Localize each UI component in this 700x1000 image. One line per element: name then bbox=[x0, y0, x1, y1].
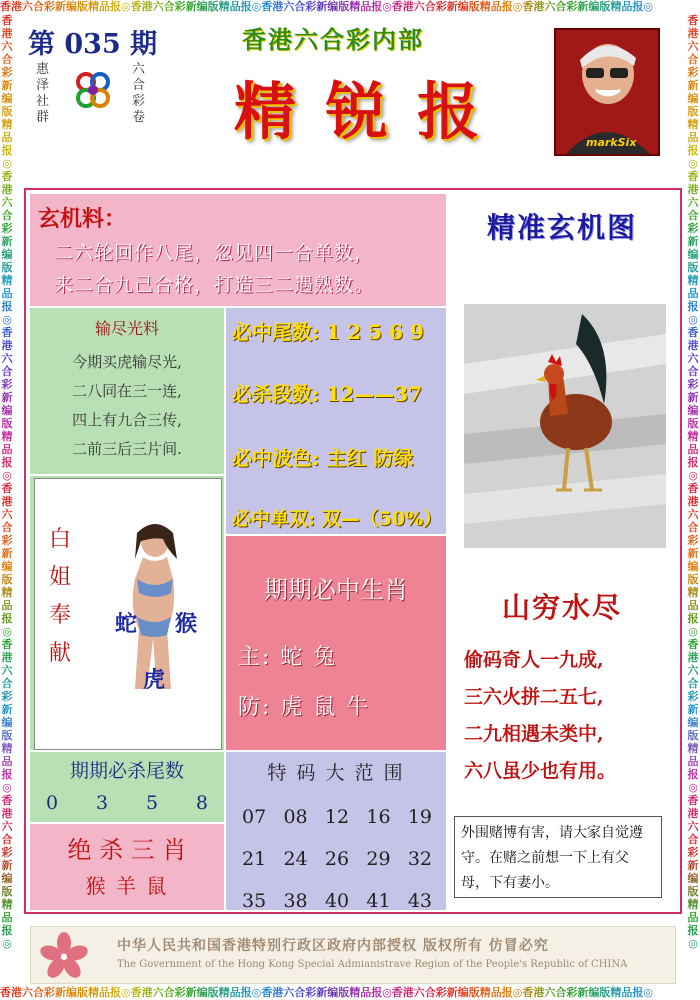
tema-number: 35 bbox=[242, 890, 267, 912]
shengxiao-panel bbox=[226, 536, 446, 750]
tema-number: 41 bbox=[366, 890, 391, 912]
zodiac-2: 猴 bbox=[175, 611, 198, 637]
baijie-char: 白 bbox=[49, 527, 72, 552]
tema-number: 26 bbox=[324, 848, 350, 870]
baijie-panel bbox=[30, 476, 224, 750]
tema-number: 32 bbox=[407, 848, 432, 870]
footer-cn: 中华人民共和国香港特别行政区政府内部授权 版权所有 仿冒必究 bbox=[117, 938, 549, 954]
poem bbox=[464, 642, 674, 790]
xuanji-line-1: 二六轮回作八尾，忽见四一合单数， bbox=[54, 242, 375, 264]
shawei-digit: 0 bbox=[46, 792, 59, 814]
top-border-text: 香港六合彩新编版精品报◎香港六合彩新编版精品报◎香港六合彩新编版精品报◎香港六合彩新编版精品报◎香港六合彩新编版精品报◎ bbox=[0, 0, 700, 14]
shujin-line: 二八同在三一连, bbox=[72, 382, 182, 400]
xuanji-panel bbox=[30, 194, 446, 306]
poem-line: 三六火拼二五七, bbox=[464, 686, 604, 708]
bizhong-bose: 必中波色: 主红 防绿 bbox=[232, 446, 414, 470]
juesha-panel bbox=[30, 824, 224, 910]
shengxiao-fang: 防: 虎 鼠 牛 bbox=[238, 695, 371, 720]
bizhong-danshuang: 必中单双: 双—（50%） bbox=[232, 508, 443, 530]
tema-number: 07 bbox=[242, 806, 267, 828]
footer bbox=[30, 926, 676, 984]
shengxiao-main: 主: 蛇 兔 bbox=[238, 645, 338, 670]
bizhong-panel bbox=[226, 308, 446, 534]
right-border-text: 香港六合彩新编版精品报◎香港六合彩新编版精品报◎香港六合彩新编版精品报◎香港六合彩新编版精品报◎香港六合彩新编版精品报◎香港六合彩新编版精品报◎ bbox=[686, 14, 700, 986]
shujin-title: 输尽光料 bbox=[94, 319, 159, 338]
tema-number: 24 bbox=[283, 848, 308, 870]
baijie-text bbox=[49, 521, 73, 673]
zodiac-1: 蛇 bbox=[115, 611, 138, 637]
bauhinia-icon bbox=[39, 931, 89, 979]
tema-row bbox=[242, 838, 432, 880]
shengxiao-title: 期期必中生肖 bbox=[264, 576, 408, 604]
left-border-text: 香港六合彩新编版精品报◎香港六合彩新编版精品报◎香港六合彩新编版精品报◎香港六合彩新编版精品报◎香港六合彩新编版精品报◎香港六合彩新编版精品报◎ bbox=[0, 14, 14, 986]
bizhong-duanshu: 必杀段数: 12——37 bbox=[232, 382, 423, 406]
tema-number: 16 bbox=[366, 806, 391, 828]
tema-title: 特 码 大 范 围 bbox=[267, 762, 405, 784]
logo-right-text: 六合彩卷 bbox=[132, 62, 146, 125]
shujin-panel bbox=[30, 308, 224, 474]
tema-number: 19 bbox=[407, 806, 432, 828]
tema-number: 40 bbox=[324, 890, 350, 912]
juesha-animals: 猴 羊 鼠 bbox=[85, 874, 169, 898]
right-title: 精准玄机图 bbox=[486, 211, 637, 244]
shawei-digit: 8 bbox=[195, 792, 208, 814]
xuanji-title: 玄机料： bbox=[38, 206, 127, 232]
rooster-image bbox=[464, 304, 666, 548]
tema-number: 08 bbox=[283, 806, 308, 828]
top-title: 香港六合彩内部 bbox=[242, 25, 424, 54]
tema-panel bbox=[226, 752, 446, 910]
baijie-char: 奉 bbox=[49, 603, 72, 628]
xuanji-line-2: 来二合九己合格，打造三二遇熟数。 bbox=[54, 274, 375, 296]
tema-number: 43 bbox=[407, 890, 432, 912]
tema-number: 21 bbox=[242, 848, 267, 870]
juesha-title: 绝 杀 三 肖 bbox=[67, 836, 187, 864]
shawei-digit: 5 bbox=[145, 792, 159, 814]
shawei-digit: 3 bbox=[95, 792, 109, 814]
baijie-box bbox=[34, 478, 222, 750]
tema-number: 12 bbox=[324, 806, 350, 828]
notice-box: 外围赌博有害，请大家自觉遵守。在赌之前想一下上有父母，下有妻小。 bbox=[454, 816, 662, 898]
poem-title: 山穷水尽 bbox=[501, 591, 622, 624]
bizhong-weishu: 必中尾数: 1 2 5 6 9 bbox=[232, 320, 424, 344]
poem-line: 偷码奇人一九成, bbox=[464, 649, 604, 671]
tema-number: 29 bbox=[366, 848, 391, 870]
lottery-logo bbox=[36, 62, 156, 132]
shujin-line: 四上有九合三传, bbox=[72, 411, 182, 429]
tema-row bbox=[242, 796, 432, 838]
tema-row bbox=[242, 880, 432, 922]
baijie-char: 献 bbox=[49, 641, 72, 666]
shujin-line: 今期买虎输尽光, bbox=[72, 353, 182, 371]
logo-left-text: 惠泽社群 bbox=[36, 62, 50, 125]
baijie-char: 姐 bbox=[49, 565, 72, 590]
bottom-border-text: 香港六合彩新编版精品报◎香港六合彩新编版精品报◎香港六合彩新编版精品报◎香港六合彩新编版精品报◎香港六合彩新编版精品报◎ bbox=[0, 986, 700, 1000]
header bbox=[16, 14, 684, 174]
shawei-panel bbox=[30, 752, 224, 822]
tema-grid bbox=[242, 796, 432, 922]
shujin-lines bbox=[30, 348, 224, 464]
portrait-photo bbox=[554, 28, 660, 156]
poem-line: 六八虽少也有用。 bbox=[464, 760, 617, 782]
footer-en: The Government of the Hong Kong Special Admianistrave Region of the People's Republic of CHINA bbox=[117, 959, 628, 970]
shawei-title: 期期必杀尾数 bbox=[69, 760, 184, 782]
logo-icon bbox=[70, 68, 116, 114]
rooster-photo bbox=[464, 304, 666, 548]
shawei-digits bbox=[46, 792, 208, 814]
main-title: 精 锐 报 bbox=[234, 75, 484, 148]
shujin-line: 二前三后三片间. bbox=[72, 440, 182, 458]
right-column bbox=[450, 194, 674, 910]
poem-line: 二九相遇未类中, bbox=[464, 723, 604, 745]
tema-number: 38 bbox=[283, 890, 308, 912]
zodiac-3: 虎 bbox=[143, 667, 166, 693]
photo-caption: markSix bbox=[586, 136, 637, 149]
issue-number: 第 035 期 bbox=[28, 29, 158, 60]
